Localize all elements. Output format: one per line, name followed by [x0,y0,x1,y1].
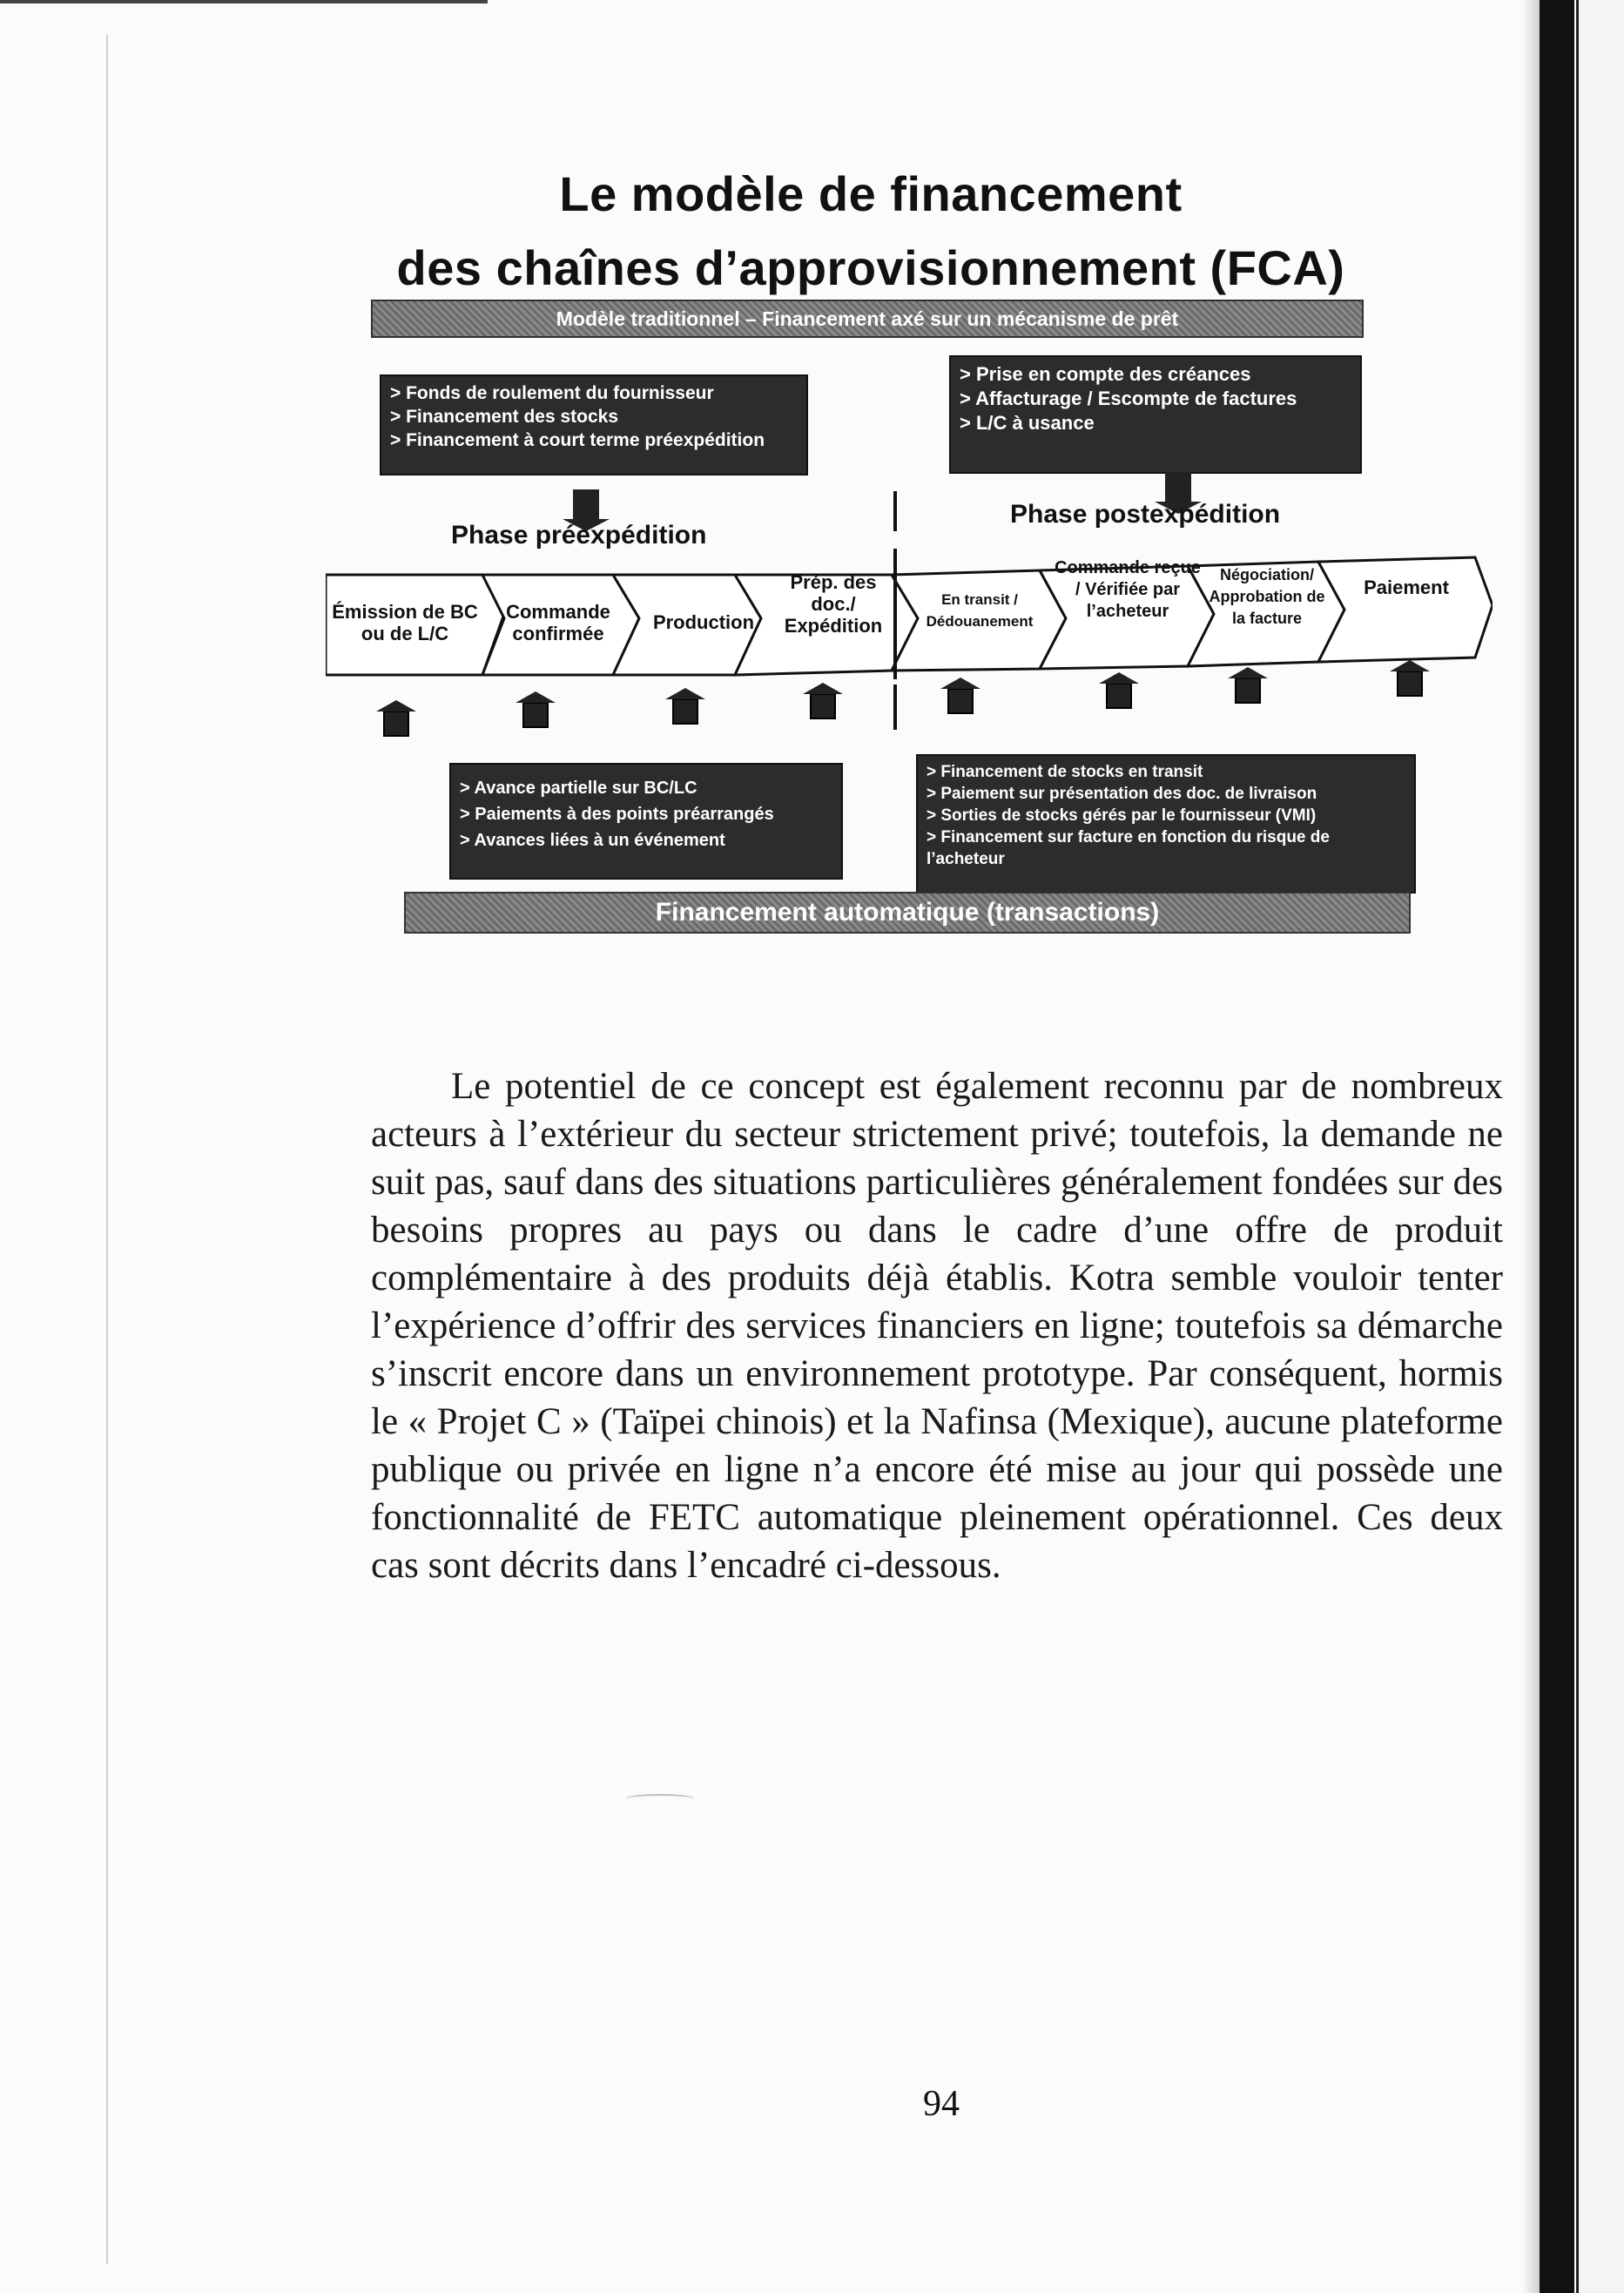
arrow-up-icon [947,688,974,714]
step-issue-po-lc: Émission de BC ou de L/C [332,601,478,644]
arrow-down-icon [1165,472,1191,502]
list-item: > Affacturage / Escompte de factures [960,387,1351,411]
arrow-up-icon [1235,678,1261,704]
list-item: > Financement sur facture en fonction du risque de l’acheteur [927,826,1405,870]
list-item: > Paiement sur présentation des doc. de livraison [927,783,1405,805]
gutter-shadow [1522,0,1540,2293]
page-top-edge [0,0,488,3]
preshipment-automatic-financing-box [449,763,843,880]
page-smudge [625,1794,695,1804]
list-item: > Paiements à des points préarrangés [460,801,832,827]
list-item: > Prise en compte des créances [960,362,1351,387]
body-paragraph: Le potentiel de ce concept est également reconnu par de nombreux acteurs à l’extérieur du secteur strictement privé; toutefois, la demande ne suit pas, sauf dans des situations particulières généralement fondées sur des besoins propres au pays ou dans le cadre d’une offre de produit complémentaire à des produits déjà établis. Kotra semble vouloir tenter l’expérience d’offrir des services financiers en ligne; toutefois sa démarche s’inscrit encore dans un environnement prototype. Par conséquent, hormis le « Projet C » (Taïpei chinois) et la Nafinsa (Mexique), aucune plateforme publique ou privée en ligne n’a encore été mise au jour qui possède une fonctionnalité de FETC automatique pleinement opérationnel. Ces deux cas sont décrits dans l’encadré ci-dessous. [371,1066,1503,1586]
phase-preshipment-label: Phase préexpédition [451,521,707,550]
step-production: Production [652,611,755,633]
arrow-down-icon [573,489,599,519]
list-item: > Financement des stocks [390,405,798,428]
arrow-up-icon [810,693,836,719]
phase-postshipment-label: Phase postexpédition [1010,500,1281,529]
step-in-transit-customs: En transit / Dédouanement [926,591,1034,630]
step-payment: Paiement [1364,577,1449,598]
list-item: > Sorties de stocks gérés par le fournisseur (VMI) [927,805,1405,826]
step-order-confirmed: Commande confirmée [506,601,610,644]
arrow-up-icon [383,711,409,737]
next-page-edge [1576,0,1624,2293]
step-invoice-negotiation: Négociation/ Approbation de la facture [1209,566,1325,627]
arrow-up-icon [672,698,698,725]
page-title-line-1: Le modèle de financement [559,166,1183,221]
postshipment-automatic-financing-box [916,754,1416,894]
body-paragraph-container [371,1062,1503,1589]
page-title-line-2: des chaînes d’approvisionnement (FCA) [396,240,1345,295]
list-item: > Fonds de roulement du fournisseur [390,381,798,405]
arrow-up-icon [1106,683,1132,709]
list-item: > Financement de stocks en transit [927,761,1405,783]
step-order-received-verified: Commande reçue / Vérifiée par l’acheteur [1055,558,1201,621]
postshipment-traditional-financing-box [949,355,1362,474]
preshipment-traditional-financing-box [380,374,808,475]
book-spine [1540,0,1574,2293]
traditional-model-banner: Modèle traditionnel – Financement axé sur un mécanisme de prêt [371,300,1364,338]
list-item: > L/C à usance [960,411,1351,435]
step-doc-prep-shipment: Prép. des doc./ Expédition [784,571,883,637]
process-chevron [1318,557,1493,662]
automatic-financing-banner: Financement automatique (transactions) [404,892,1411,934]
list-item: > Avance partielle sur BC/LC [460,775,832,801]
list-item: > Financement à court terme préexpédition [390,428,798,452]
arrow-up-icon [1397,671,1423,697]
page-number: 94 [923,2084,960,2124]
list-item: > Avances liées à un événement [460,827,832,853]
arrow-up-icon [522,702,549,728]
page-left-margin-line [106,35,108,2264]
